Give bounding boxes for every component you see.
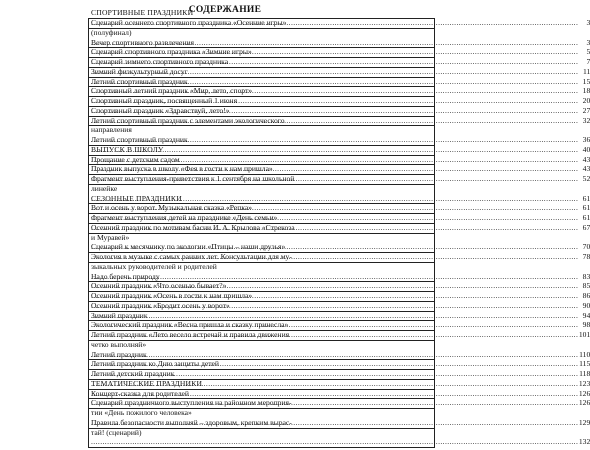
- toc-entry-title: Зимний физкультурный досуг .....: [91, 67, 578, 87]
- toc-entry-title: Сценарий спортивного праздника «Зимние игры» .....: [91, 47, 578, 67]
- toc-entry-title: Вот и осень у ворот. Музыкальная сказка «Репка» .....: [91, 203, 578, 223]
- toc-entry-title: Летний спортивный праздник .....: [91, 77, 578, 97]
- toc-page-number: 27: [582, 105, 590, 115]
- toc-page-number: 70: [582, 242, 590, 252]
- toc-entry-title: Экология в музыке с самых ранних лет. Консультации для му- зыкальных руководителей и родителей .....: [91, 252, 578, 281]
- toc-entry-title: Спортивный праздник «Здравствуй, лето!» .....: [91, 106, 578, 126]
- toc-page-number: 129: [578, 417, 590, 427]
- toc-page-number: 67: [582, 222, 590, 232]
- toc-entry-title: СЕЗОННЫЕ ПРАЗДНИКИ .....: [91, 194, 578, 214]
- toc-entry-title: Летний спортивный праздник .....: [91, 135, 578, 155]
- toc-entry-title: ВЫПУСК В ШКОЛУ .....: [91, 145, 578, 165]
- toc-page-number: 5: [586, 47, 590, 57]
- toc-page-number: 43: [582, 164, 590, 174]
- toc-entry-title: СПОРТИВНЫЕ ПРАЗДНИКИ .....: [91, 8, 578, 28]
- toc-page-number: 115: [579, 359, 590, 369]
- toc-page-number: 126: [578, 398, 590, 408]
- toc-entry-title: Летний детский праздник .....: [91, 369, 578, 389]
- toc-page-number: 90: [582, 300, 590, 310]
- toc-page-number: 36: [582, 135, 590, 144]
- toc-entry-title: Осенний праздник «Осень в гости к нам пришла» .....: [91, 291, 578, 311]
- toc-page-number: 83: [582, 271, 590, 281]
- toc-page-number: 118: [579, 369, 590, 378]
- toc-page-number: 32: [582, 115, 590, 125]
- toc-page-number: 101: [578, 330, 590, 339]
- toc-page-number: 85: [582, 281, 590, 291]
- toc-page-number: 20: [582, 96, 590, 105]
- toc-page-number: 61: [582, 213, 590, 222]
- toc-page-number: 110: [579, 349, 590, 359]
- toc-entry-title: Сценарий зимнего спортивного праздника .....: [91, 57, 578, 77]
- toc-entry-title: Фрагмент выступления-приветствия к 1 сентября на школьной линейке .....: [91, 174, 578, 203]
- toc-page-number: 98: [582, 320, 590, 330]
- toc-entry-title: Сценарий осеннего спортивного праздника «Осенние игры» (полуфинал) .....: [91, 18, 578, 47]
- toc-page-number: 61: [582, 193, 590, 203]
- toc-entry-title: Концерт-сказка для родителей .....: [91, 389, 578, 409]
- toc-entry-title: Экологический праздник «Весна пришла и сказку принесла» .....: [91, 320, 578, 340]
- toc-entry-title: Летний праздник .....: [91, 350, 578, 370]
- toc-entry-title: Осенний праздник «Что осенью бывает?» .....: [91, 281, 578, 301]
- toc-page-number: 86: [582, 291, 590, 300]
- toc-page-number: 61: [582, 203, 590, 213]
- toc-page-number: 18: [582, 86, 590, 96]
- toc-page-number: 52: [582, 174, 590, 183]
- toc-page-number: 94: [582, 310, 590, 320]
- toc-page-number: 78: [582, 252, 590, 261]
- toc-page-number: 123: [578, 378, 590, 388]
- toc-page-number: 132: [578, 437, 590, 447]
- toc-entry-title: Летний праздник «Лето весело встречай и правила движения четко выполняй» .....: [91, 330, 578, 359]
- toc-page-number: 7: [586, 57, 590, 66]
- toc-page-number: 40: [582, 144, 590, 154]
- toc-page-number: 11: [582, 66, 590, 76]
- toc-entry-title: Сценарий праздничного выступления на районном мероприя- тии «День пожилого человека» .....: [91, 398, 578, 427]
- toc-entry-title: Спортивный праздник, посвященный 1 июня .....: [91, 96, 578, 116]
- page-title: СОДЕРЖАНИЕ: [188, 5, 262, 15]
- toc-page-number: 15: [582, 76, 590, 86]
- toc-entry-title: ТЕМАТИЧЕСКИЕ ПРАЗДНИКИ .....: [91, 379, 578, 399]
- toc-entry-title: Фрагмент выступления детей на празднике «День семьи» .....: [91, 213, 578, 233]
- toc-entry-title: Вечер спортивного развлечения .....: [91, 38, 578, 58]
- toc-entry-title: Прощание с детским садом .....: [91, 155, 578, 175]
- toc-entry-title: Зимний праздник .....: [91, 311, 578, 331]
- toc-entry-title: Сценарий к месячнику по экологии «Птицы – наши друзья» .....: [91, 242, 578, 262]
- toc-entry-title: Осенний праздник по мотивам басни И. А. Крылова «Стрекоза и Муравей» .....: [91, 223, 578, 252]
- toc-page-number: 3: [586, 18, 590, 27]
- toc-entry-title: Правила безопасности выполняй – здоровым, крепким выраc- тай! (сценарий) .....: [91, 418, 578, 447]
- toc-entry-title: Осенний праздник «Бродит осень у ворот» .....: [91, 301, 578, 321]
- toc-entry-title: Праздник выпуска в школу «Фея в гости к нам пришла» .....: [91, 164, 578, 184]
- toc-entry-title: Надо беречь природу .....: [91, 272, 578, 292]
- toc-page-number: 126: [578, 388, 590, 398]
- toc-entry-title: Летний праздник ко Дню защиты детей .....: [91, 359, 578, 379]
- toc-entry-title: Спортивный летний праздник «Мир, лето, спорт» .....: [91, 86, 578, 106]
- toc-page-number: 3: [586, 37, 590, 47]
- toc-page-number: 43: [582, 154, 590, 164]
- toc-entry-title: Летний спортивный праздник с элементами экологического направления .....: [91, 116, 578, 145]
